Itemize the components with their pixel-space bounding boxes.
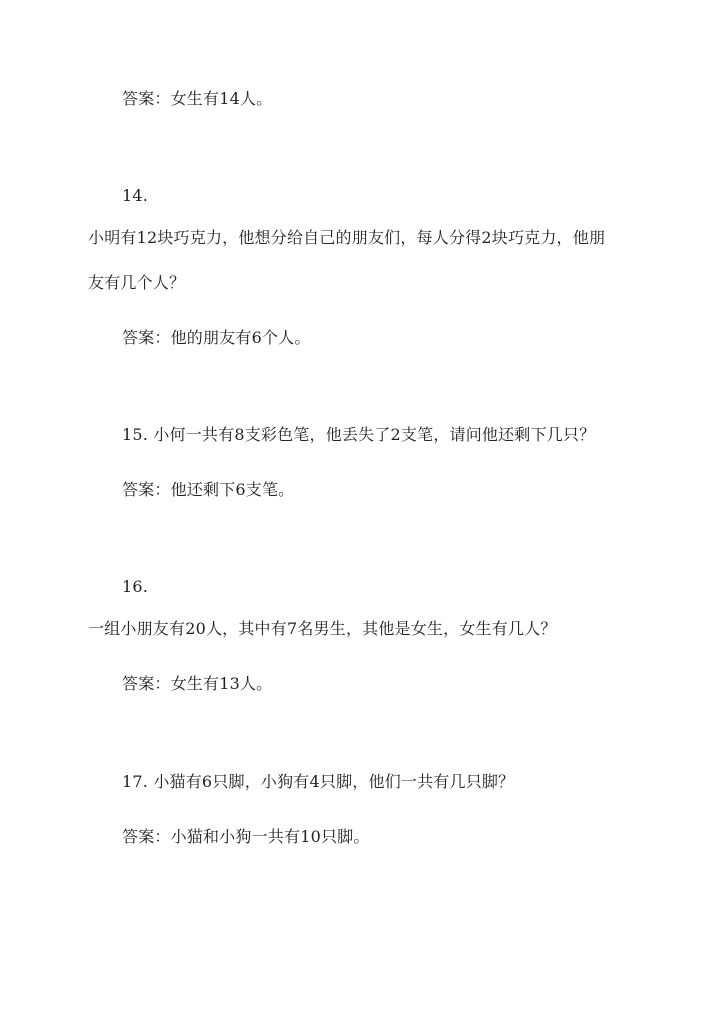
answer-13: 答案：女生有14人。 bbox=[122, 89, 273, 108]
answer-14: 答案：他的朋友有6个人。 bbox=[122, 328, 311, 347]
question-15: 15. 小何一共有8支彩色笔，他丢失了2支笔，请问他还剩下几只？ bbox=[122, 425, 596, 444]
question-14-number: 14. bbox=[122, 186, 149, 205]
answer-15: 答案：他还剩下6支笔。 bbox=[122, 480, 295, 499]
answer-16: 答案：女生有13人。 bbox=[122, 674, 273, 693]
question-14-text-line-1: 小明有12块巧克力，他想分给自己的朋友们，每人分得2块巧克力，他朋 bbox=[88, 228, 606, 247]
question-16-number: 16. bbox=[122, 577, 149, 596]
question-17: 17. 小猫有6只脚，小狗有4只脚，他们一共有几只脚？ bbox=[122, 772, 515, 791]
question-16-text: 一组小朋友有20人，其中有7名男生，其他是女生，女生有几人？ bbox=[88, 619, 557, 638]
answer-17: 答案：小猫和小狗一共有10只脚。 bbox=[122, 827, 370, 846]
question-14-text-line-2: 友有几个人？ bbox=[88, 273, 186, 292]
